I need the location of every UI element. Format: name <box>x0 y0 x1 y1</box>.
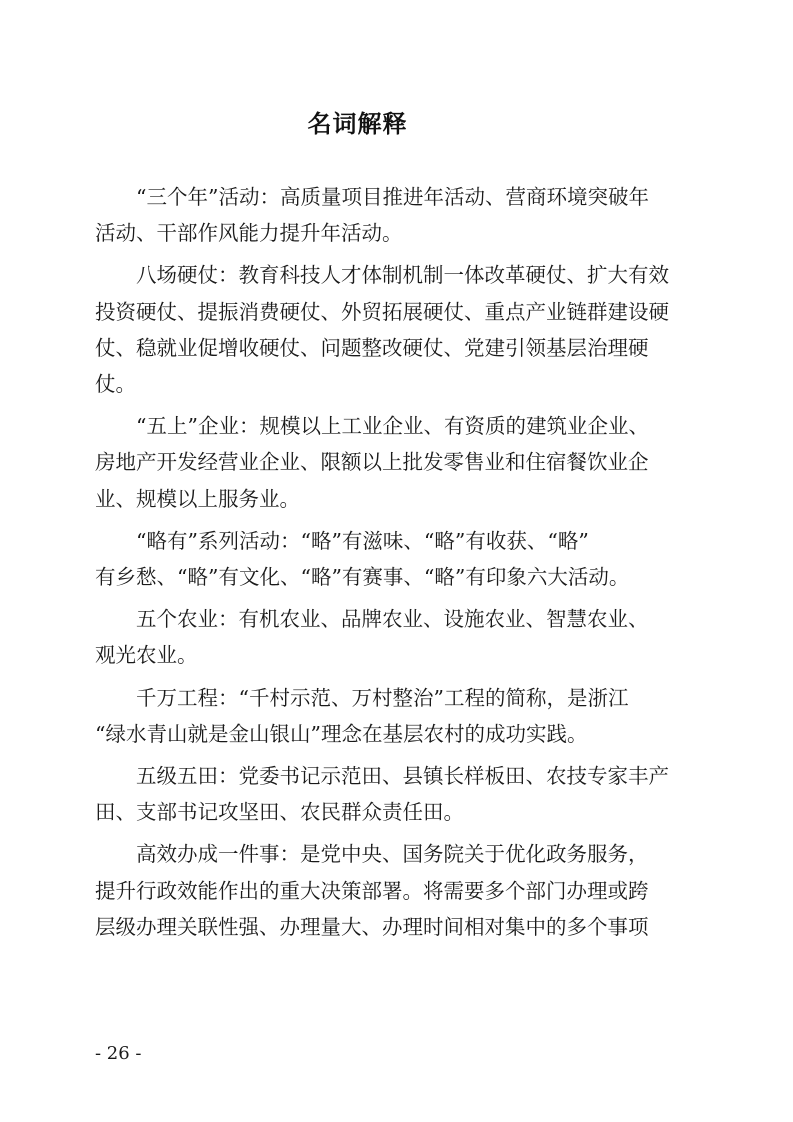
paragraph-wu-ji-wu-tian <box>95 758 700 830</box>
paragraph-ba-chang-ying-zhang <box>95 257 700 402</box>
text-line: 五个农业：有机农业、品牌农业、设施农业、智慧农业、 <box>136 607 649 632</box>
text-line: 千万工程：“千村示范、万村整治”工程的简称，是浙江 <box>136 685 629 710</box>
paragraph-san-ge-nian <box>95 179 700 251</box>
page-number: - 26 - <box>95 1043 142 1064</box>
text-line: “绿水青山就是金山银山”理念在基层农村的成功实践。 <box>95 721 588 746</box>
paragraph-wu-shang-qi-ye <box>95 408 700 517</box>
text-line: 房地产开发经营业企业、限额以上批发零售业和住宿餐饮业企 <box>95 450 649 475</box>
paragraph-lue-you-huo-dong <box>95 523 700 595</box>
text-line: 业、规模以上服务业。 <box>95 486 300 511</box>
paragraph-gao-xiao-ban-cheng <box>95 836 700 945</box>
text-line: 田、支部书记攻坚田、农民群众责任田。 <box>95 800 464 825</box>
text-line: “三个年”活动：高质量项目推进年活动、营商环境突破年 <box>136 185 649 209</box>
text-line: 提升行政效能作出的重大决策部署。将需要多个部门办理或跨 <box>95 878 649 903</box>
paragraph-wu-ge-nong-ye <box>95 601 700 673</box>
text-line: 活动、干部作风能力提升年活动。 <box>95 221 403 246</box>
text-line: 仗、稳就业促增收硬仗、问题整改硬仗、党建引领基层治理硬 <box>95 335 649 360</box>
text-line: 有乡愁、“略”有文化、“略”有赛事、“略”有印象六大活动。 <box>95 565 630 590</box>
document-body <box>95 179 700 951</box>
text-line: 五级五田：党委书记示范田、县镇长样板田、农技专家丰产 <box>136 764 669 789</box>
text-line: 八场硬仗：教育科技人才体制机制一体改革硬仗、扩大有效 <box>136 263 669 288</box>
text-line: 观光农业。 <box>95 643 198 668</box>
text-line: 投资硬仗、提振消费硬仗、外贸拓展硬仗、重点产业链群建设硬 <box>95 299 669 324</box>
text-line: “略有”系列活动：“略”有滋味、“略”有收获、“略” <box>136 528 589 553</box>
text-line: “五上”企业：规模以上工业企业、有资质的建筑业企业、 <box>136 414 649 439</box>
text-line: 高效办成一件事：是党中央、国务院关于优化政务服务， <box>136 842 649 867</box>
text-line: 层级办理关联性强、办理量大、办理时间相对集中的多个事项 <box>95 914 649 939</box>
text-line: 仗。 <box>95 372 136 397</box>
page-title: 名词解释 <box>307 110 408 138</box>
paragraph-qian-wan-gong-cheng <box>95 680 700 752</box>
